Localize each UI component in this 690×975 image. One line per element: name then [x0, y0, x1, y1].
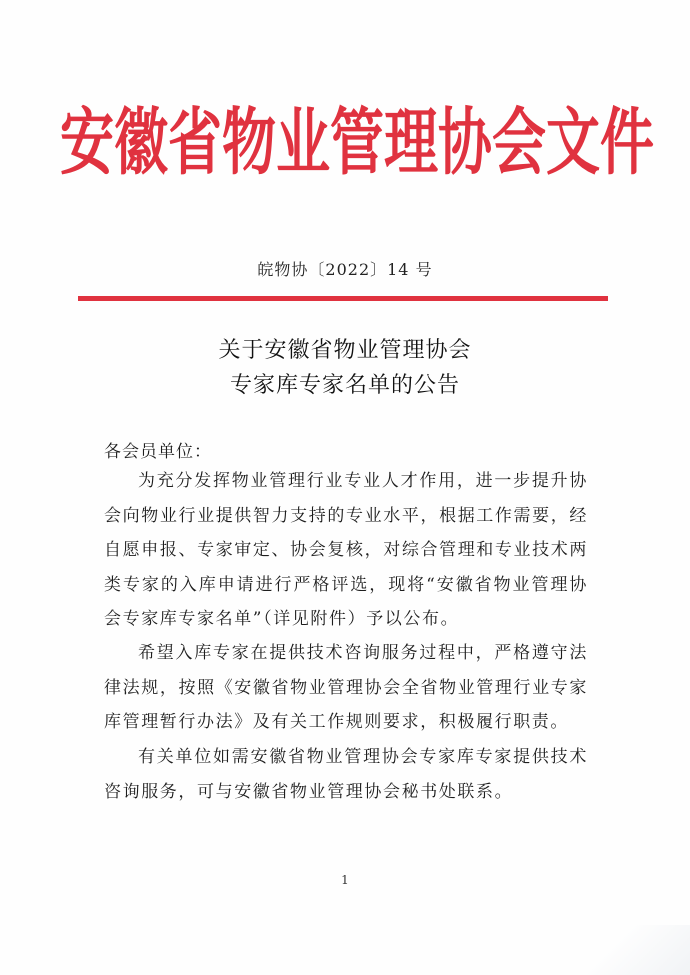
masthead-title: 安徽省物业管理协会文件 [60, 98, 654, 186]
salutation: 各会员单位： [104, 442, 212, 462]
notice-title-line-1: 关于安徽省物业管理协会 [218, 338, 472, 363]
page-number: 1 [341, 873, 349, 887]
body-paragraph: 为充分发挥物业管理行业专业人才作用，进一步提升协会向物业行业提供智力支持的专业水平，根据工作需要，经自愿申报、专家审定、协会复核，对综合管理和专业技术两类专家的入库申请进行严格评选，现将“安徽省物业管理协会专家库专家名单”（详见附件）予以公布。 [104, 471, 588, 629]
body-paragraph: 希望入库专家在提供技术咨询服务过程中，严格遵守法律法规，按照《安徽省物业管理协会全省物业管理行业专家库管理暂行办法》及有关工作规则要求，积极履行职责。 [104, 643, 588, 732]
red-divider-line [78, 296, 608, 301]
notice-title-line-2: 专家库专家名单的公告 [229, 373, 460, 398]
body-paragraph: 有关单位如需安徽省物业管理协会专家库专家提供技术咨询服务，可与安徽省物业管理协会秘书处联系。 [104, 747, 588, 802]
scan-corner-shade [560, 925, 690, 975]
document-number: 皖物协〔2022〕14 号 [257, 260, 433, 279]
